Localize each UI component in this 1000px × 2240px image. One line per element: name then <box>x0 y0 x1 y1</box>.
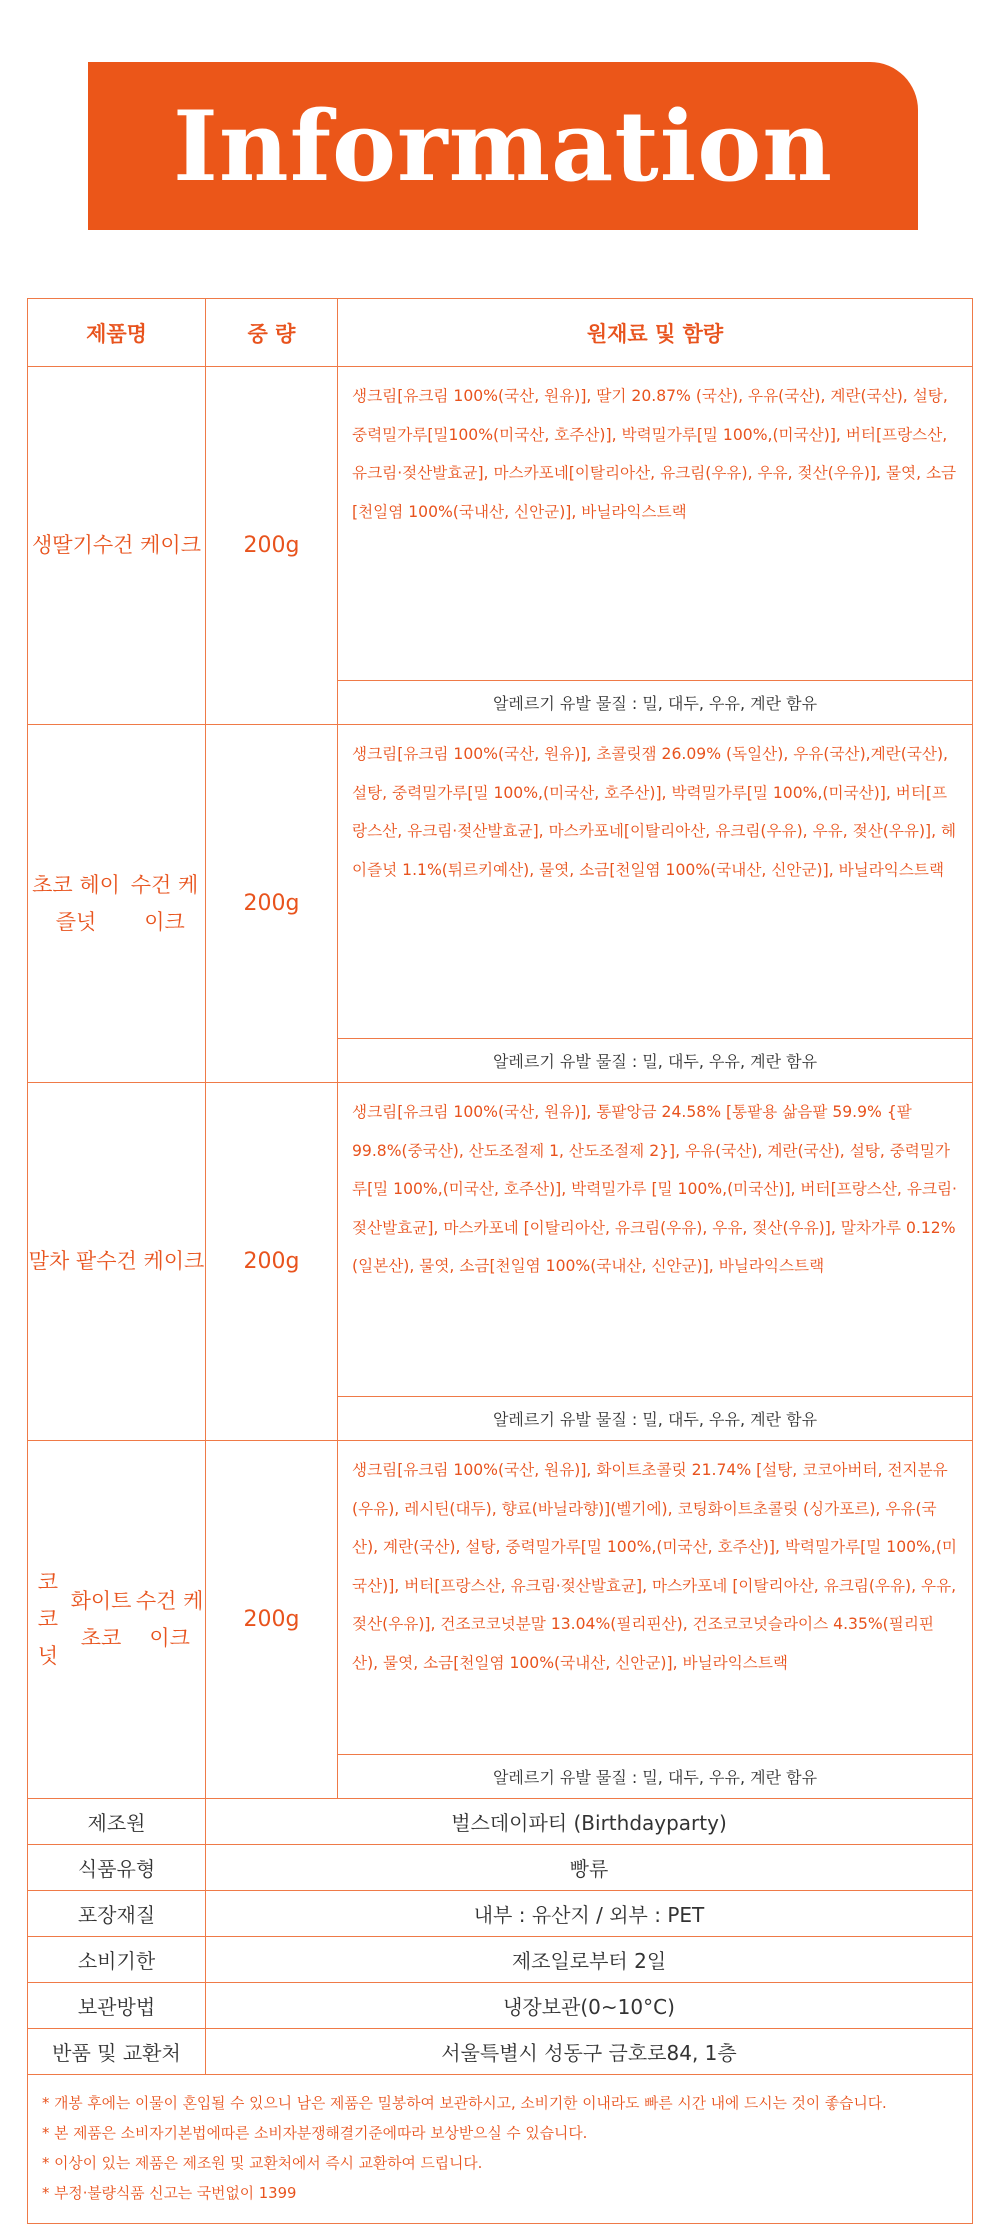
info-key: 보관방법 <box>28 1983 206 2028</box>
allergy-notice: 알레르기 유발 물질 : 밀, 대두, 우유, 계란 함유 <box>338 680 972 724</box>
info-key: 소비기한 <box>28 1937 206 1982</box>
info-key: 식품유형 <box>28 1845 206 1890</box>
product-name <box>28 1441 206 1798</box>
info-value: 냉장보관(0~10°C) <box>503 1995 675 2019</box>
product-ingredients-cell <box>338 367 972 724</box>
notes-section <box>28 2075 972 2223</box>
product-ingredients-cell <box>338 1441 972 1798</box>
ingredients-text: 생크림[유크림 100%(국산, 원유)], 초콜릿잼 26.09% (독일산), 우유(국산),계란(국산), 설탕, 중력밀가루[밀 100%,(미국산, 호주산)], 박력밀가루[밀 100%,(미국산)], 버터[프랑스산, 유크림·젖산발효균], 마스카포네[이탈리아산, 유크림(우유), 우유, 젖산(우유)], 헤이즐넛 1.1%(튀르키예산), 물엿, 소금[천일염 100%(국내산, 신안군)], 바닐라익스트랙 <box>352 745 957 879</box>
product-name-line: 수건 케이크 <box>92 533 201 557</box>
info-row-packaging <box>28 1891 972 1937</box>
info-value: 내부 : 유산지 / 외부 : PET <box>473 1903 705 1927</box>
banner-title: Information <box>172 89 834 203</box>
product-row <box>28 367 972 725</box>
product-name-line: 수건 케이크 <box>130 872 199 934</box>
info-row-returns <box>28 2029 972 2075</box>
ingredients-text: 생크림[유크림 100%(국산, 원유)], 화이트초콜릿 21.74% [설탕, 코코아버터, 전지분유(우유), 레시틴(대두), 향료(바닐라향)](벨기에), 코팅화이트초콜릿 (싱가포르), 우유(국산), 계란(국산), 설탕, 중력밀가루[밀 100%,(미국산, 호주산)], 박력밀가루[밀 100%,(미국산)], 버터[프랑스산, 유크림·젖산발효균], 마스카포네 [이탈리아산, 유크림(우유), 우유, 젖산(우유)], 건조코코넛분말 13.04%(필리핀산), 건조코코넛슬라이스 4.35%(필리핀산), 물엿, 소금[천일염 100%(국내산, 신안군)], 바닐라익스트랙 <box>352 1461 957 1672</box>
product-row <box>28 1083 972 1441</box>
product-name-line: 수건 케이크 <box>135 1588 204 1650</box>
ingredients-text: 생크림[유크림 100%(국산, 원유)], 통팥앙금 24.58% [통팥용 삶음팥 59.9% {팥 99.8%(중국산), 산도조절제 1, 산도조절제 2}], 우유(국산), 계란(국산), 설탕, 중력밀가루[밀 100%,(미국산, 호주산)], 박력밀가루 [밀 100%,(미국산)], 버터[프랑스산, 유크림·젖산발효균], 마스카포네 [이탈리아산, 유크림(우유), 우유, 젖산(우유)], 말차가루 0.12%(일본산), 물엿, 소금[천일염 100%(국내산, 신안군)], 바닐라익스트랙 <box>352 1103 957 1275</box>
product-name <box>28 367 206 724</box>
allergy-notice: 알레르기 유발 물질 : 밀, 대두, 우유, 계란 함유 <box>338 1396 972 1440</box>
info-value: 벌스데이파티 (Birthdayparty) <box>451 1811 727 1835</box>
info-row-storage <box>28 1983 972 2029</box>
note-item: * 본 제품은 소비자기본법에따른 소비자분쟁해결기준에따라 보상받으실 수 있습니다. <box>42 2125 588 2142</box>
note-item: * 부정·불량식품 신고는 국번없이 1399 <box>42 2185 297 2202</box>
header-ingredients: 원재료 및 함량 <box>586 321 724 346</box>
allergy-notice: 알레르기 유발 물질 : 밀, 대두, 우유, 계란 함유 <box>338 1038 972 1082</box>
info-row-expiry <box>28 1937 972 1983</box>
notes-list <box>42 2089 887 2209</box>
table-header-row <box>28 299 972 367</box>
product-weight: 200g <box>206 367 338 724</box>
product-name-line: 화이트초코 <box>70 1588 132 1650</box>
product-row <box>28 725 972 1083</box>
product-name <box>28 1083 206 1440</box>
product-weight: 200g <box>206 1441 338 1798</box>
ingredients-text: 생크림[유크림 100%(국산, 원유)], 딸기 20.87% (국산), 우유(국산), 계란(국산), 설탕, 중력밀가루[밀100%(미국산, 호주산)], 박력밀가루[밀 100%,(미국산)], 버터[프랑스산, 유크림·젖산발효균], 마스카포네[이탈리아산, 유크림(우유), 우유, 젖산(우유)], 물엿, 소금[천일염 100%(국내산, 신안군)], 바닐라익스트랙 <box>352 387 957 521</box>
product-name-line: 초코 헤이즐넛 <box>32 872 120 934</box>
note-item: * 이상이 있는 제품은 제조원 및 교환처에서 즉시 교환하여 드립니다. <box>42 2155 483 2172</box>
product-name-line: 말차 팥 <box>28 1249 97 1273</box>
info-key: 포장재질 <box>28 1891 206 1936</box>
product-name <box>28 725 206 1082</box>
info-value: 서울특별시 성동구 금호로84, 1층 <box>441 2041 737 2065</box>
note-item: * 개봉 후에는 이물이 혼입될 수 있으니 남은 제품은 밀봉하여 보관하시고, 소비기한 이내라도 빠른 시간 내에 드시는 것이 좋습니다. <box>42 2095 887 2112</box>
allergy-notice: 알레르기 유발 물질 : 밀, 대두, 우유, 계란 함유 <box>338 1754 972 1798</box>
product-ingredients-cell <box>338 1083 972 1440</box>
information-banner <box>88 62 918 230</box>
info-row-manufacturer <box>28 1799 972 1845</box>
product-info-table <box>27 298 973 2224</box>
product-name-line: 수건 케이크 <box>96 1249 205 1273</box>
product-name-line: 코코넛 <box>37 1570 59 1668</box>
product-name-line: 생딸기 <box>32 533 93 557</box>
header-weight: 중 량 <box>206 299 338 366</box>
product-weight: 200g <box>206 725 338 1082</box>
product-weight: 200g <box>206 1083 338 1440</box>
info-key: 반품 및 교환처 <box>28 2029 206 2074</box>
product-ingredients-cell <box>338 725 972 1082</box>
info-row-food-type <box>28 1845 972 1891</box>
header-product-name: 제품명 <box>28 299 206 366</box>
info-key: 제조원 <box>28 1799 206 1844</box>
product-row <box>28 1441 972 1799</box>
info-value: 빵류 <box>569 1857 609 1881</box>
info-value: 제조일로부터 2일 <box>511 1949 667 1973</box>
